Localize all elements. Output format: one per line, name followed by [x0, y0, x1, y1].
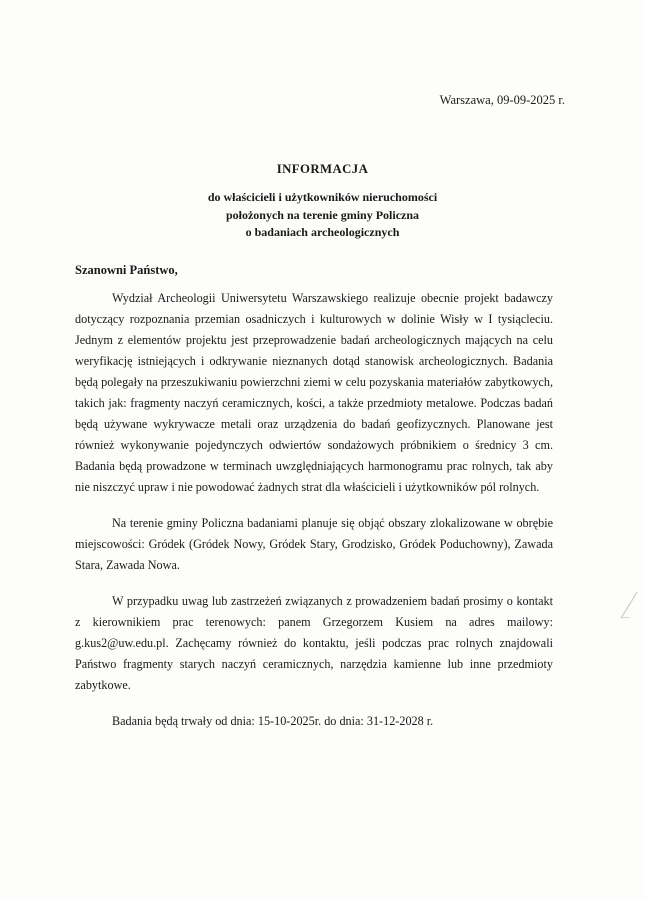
document-body: [75, 260, 553, 747]
salutation: Szanowni Państwo,: [75, 263, 178, 277]
paragraph-project: Wydział Archeologii Uniwersytetu Warszawskiego realizuje obecnie projekt badawczy dotyczący rozpoznania przemian osadniczych i kulturowych w dolinie Wisły w I tysiącleciu. Jednym z elementów projektu jest przeprowadzenie badań archeologicznych mających na celu weryfikację istniejących i odkrywanie nieznanych dotąd stanowisk archeologicznych. Badania będą polegały na przeszukiwaniu powierzchni ziemi w celu pozyskania materiałów zabytkowych, takich jak: fragmenty naczyń ceramicznych, kości, a także przedmioty metalowe. Podczas badań będą używane wykrywacze metali oraz urządzenia do badań geofizycznych. Planowane jest również wykonywanie pojedynczych odwiertów sondażowych próbnikiem o średnicy 3 cm. Badania będą prowadzone w terminach uwzględniających harmonogramu prac rolnych, tak aby nie niszczyć upraw i nie powodować żadnych strat dla właścicieli i użytkowników pól rolnych.: [75, 291, 553, 494]
document-heading: [0, 162, 645, 242]
paragraph-area: Na terenie gminy Policzna badaniami planuje się objąć obszary zlokalizowane w obrębie miejscowości: Gródek (Gródek Nowy, Gródek Stary, Grodzisko, Gródek Poduchowny), Zawada Stara, Zawada Nowa.: [75, 516, 553, 572]
heading-line: położonych na terenie gminy Policzna: [225, 207, 420, 222]
pen-stroke-mark: [618, 590, 640, 622]
document-date: Warszawa, 09-09-2025 r.: [439, 93, 565, 107]
paragraph-dates: Badania będą trwały od dnia: 15-10-2025r. do dnia: 31-12-2028 r.: [112, 714, 434, 728]
paragraph-contact: W przypadku uwag lub zastrzeżeń związanych z prowadzeniem badań prosimy o kontakt z kierownikiem prac terenowych: panem Grzegorzem Kusiem na adres mailowy: g.kus2@uw.edu.pl. Zachęcamy również do kontaktu, jeśli podczas prac rolnych znajdowali Państwo fragmenty starych naczyń ceramicznych, narzędzia kamienne lub inne przedmioty zabytkowe.: [75, 594, 553, 692]
heading-line: do właścicieli i użytkowników nieruchomości: [207, 190, 438, 204]
heading-line: o badaniach archeologicznych: [245, 225, 400, 239]
document-title: INFORMACJA: [276, 162, 369, 176]
